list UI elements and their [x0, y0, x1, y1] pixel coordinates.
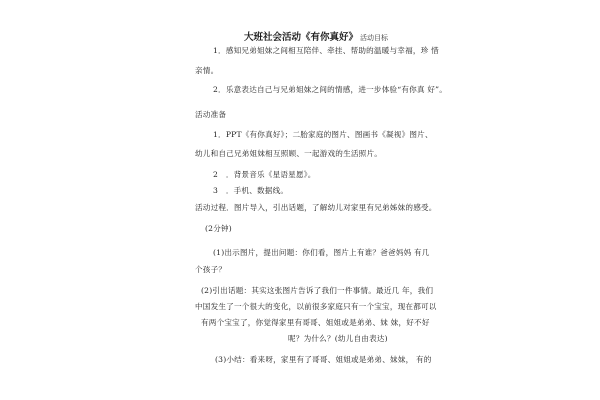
prep-line-1: 1．PPT《有你真好》；二胎家庭的图片、图画书《凝视》图片、: [213, 130, 433, 139]
step-2-line-1: (2)引出话题：其实这张图片告诉了我们一件事情。最近几 年，我们: [201, 286, 434, 295]
step-3-line-1: (3)小结：看来呀，家里有了哥哥、姐姐或是弟弟、妹妹， 有的: [215, 355, 432, 364]
goal-line-1: 1．感知兄弟姐妹之间相互陪伴、牵挂、帮助的温暖与幸福，珍 惜: [213, 46, 439, 55]
title-main: 大班社会活动《有你真好》: [244, 32, 359, 43]
step-2-line-2: 中国发生了一个很大的变化，以前很多家庭只有一个宝宝，现在都可以: [195, 302, 437, 311]
step-1-line-2: 个孩子？: [195, 265, 227, 274]
process-duration: (2分钟): [205, 224, 232, 233]
prep-line-3: 3 ．手机、数据线。: [213, 186, 289, 195]
process-intro: 活动过程．图片导入，引出话题，了解幼儿对家里有兄弟姊妹的感受。: [195, 203, 437, 212]
step-2-line-4: 呢？为什么？(幼儿自由表达): [288, 334, 388, 343]
section-heading-preparation: 活动准备: [195, 110, 227, 119]
step-1-line-1: (1)出示图片，提出问题：你们看，图片上有谁？爸爸妈妈 有几: [213, 248, 430, 257]
goal-line-1-wrap: 亲情。: [195, 66, 219, 75]
step-2-line-3: 有两个宝宝了，你觉得家里有哥哥、姐姐或是弟弟、妹 妹，好不好: [201, 318, 430, 327]
prep-line-1-cont: 幼儿和自己兄弟姐妹相互照顾、一起游戏的生活照片。: [195, 149, 383, 158]
title-section-label: 活动目标: [360, 34, 389, 42]
prep-line-2: 2 ．背景音乐《星语星愿》。: [213, 170, 316, 179]
document-title: [244, 25, 388, 44]
goal-line-2: 2．乐意表达自己与兄弟姐妹之间的情感，进一步体验“有你真 好”。: [213, 85, 448, 94]
